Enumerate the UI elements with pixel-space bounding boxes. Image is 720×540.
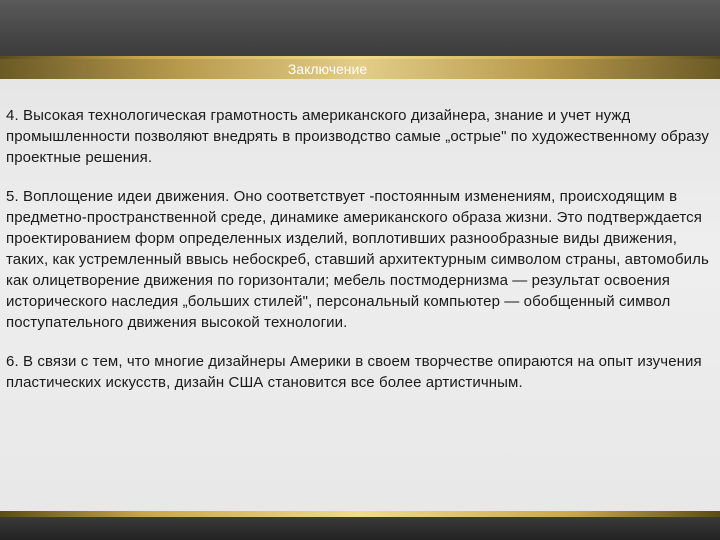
paragraph-4: 4. Высокая технологическая грамотность американского дизайнера, знание и учет нужд промышленности позволяют внедрять в производство самые „острые" по художественному образу проектные решения. xyxy=(6,107,709,166)
header-band xyxy=(0,0,720,56)
paragraph-5: 5. Воплощение идеи движения. Оно соответствует ‑постоянным изменениям, происходящим в предметно‑пространственной среде, динамике американского образа жизни. Это подтверждается проектированием форм определенных изделий, воплотивших разнообразные виды движения, таких, как устремленный ввысь небоскреб, ставший архитектурным символом страны, автомобиль как олицетворение движения по горизонтали; мебель постмодернизма — результат освоения исторического наследия „больших стилей", персональный компьютер — обобщенный символ поступательного движения высокой технологии. xyxy=(6,188,709,331)
footer-band xyxy=(0,517,720,540)
content-area xyxy=(0,79,720,511)
slide-title: Заключение xyxy=(287,61,368,77)
paragraph-6: 6. В связи с тем, что многие дизайнеры Америки в своем творчестве опираются на опыт изучения пластических искусств, дизайн США становится все более артистичным. xyxy=(6,353,702,391)
